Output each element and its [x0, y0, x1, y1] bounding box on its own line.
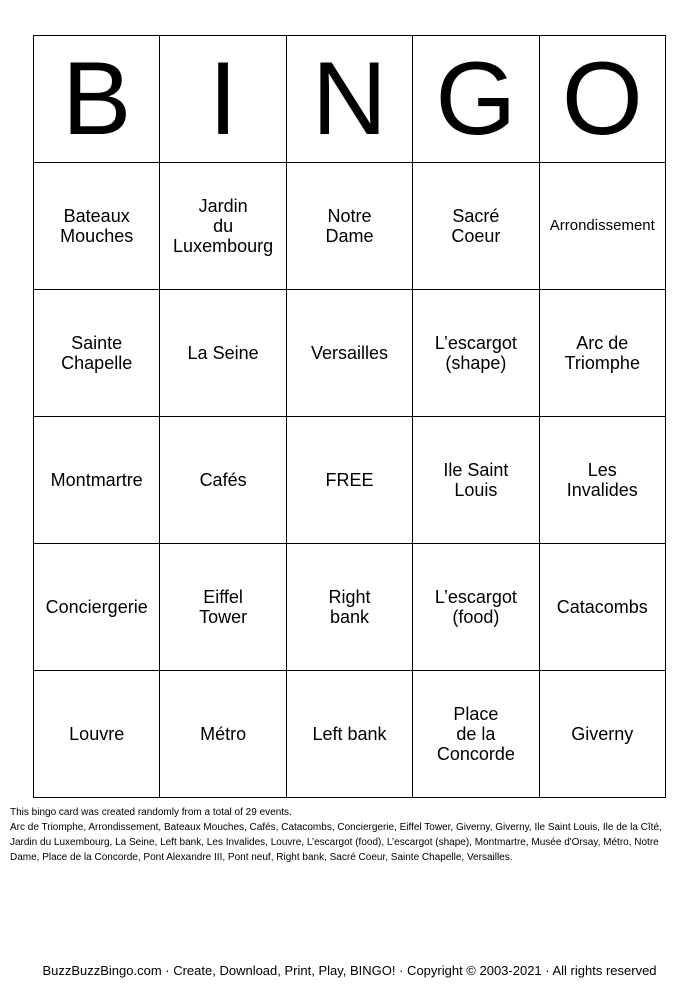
bingo-square [413, 417, 539, 544]
square-label: Conciergerie [45, 597, 148, 617]
square-label: Versailles [310, 343, 388, 363]
bingo-square [160, 671, 286, 798]
header-letter-g: G [413, 36, 539, 163]
square-label: Arc de Triomphe [564, 333, 640, 373]
square-label: Bateaux Mouches [60, 206, 134, 246]
bingo-square [160, 290, 286, 417]
bingo-square [286, 290, 412, 417]
site-footer: BuzzBuzzBingo.com · Create, Download, Print, Play, BINGO! · Copyright © 2003-2021 · All rights reserved [42, 963, 657, 978]
square-label: Arrondissement [549, 217, 655, 234]
square-label: FREE [325, 470, 374, 490]
bingo-square [539, 417, 665, 544]
header-letter-o: O [539, 36, 665, 163]
bingo-card [33, 35, 666, 798]
bingo-square [413, 163, 539, 290]
square-label: Ile Saint Louis [443, 460, 509, 500]
bingo-square [34, 163, 160, 290]
square-label: Giverny [571, 724, 634, 744]
square-label: Jardin du Luxembourg [173, 196, 274, 256]
square-label: Métro [200, 724, 247, 744]
square-label: Left bank [312, 724, 387, 744]
bingo-square [160, 417, 286, 544]
card-row [34, 290, 666, 417]
events-summary: This bingo card was created randomly from a total of 29 events. [10, 807, 292, 818]
square-label: Place de la Concorde [436, 704, 515, 764]
bingo-square [539, 671, 665, 798]
card-row [34, 417, 666, 544]
square-label: Notre Dame [325, 206, 374, 246]
square-label: Catacombs [556, 597, 648, 617]
header-letter-b: B [34, 36, 160, 163]
header-letter-i: I [160, 36, 286, 163]
bingo-square [286, 671, 412, 798]
card-row [34, 671, 666, 798]
bingo-square [34, 417, 160, 544]
square-label: Les Invalides [566, 460, 638, 500]
bingo-square [413, 290, 539, 417]
bingo-square [286, 163, 412, 290]
header-letter-n: N [286, 36, 412, 163]
square-label: L’escargot (food) [434, 587, 517, 627]
square-label: Sainte Chapelle [61, 333, 133, 373]
bingo-square [539, 544, 665, 671]
square-label: Right bank [328, 587, 371, 627]
square-label: La Seine [187, 343, 259, 363]
square-label: L’escargot (shape) [434, 333, 517, 373]
square-label: Cafés [199, 470, 247, 490]
square-label: Eiffel Tower [199, 587, 248, 627]
card-row [34, 544, 666, 671]
card-row [34, 163, 666, 290]
bingo-square [413, 671, 539, 798]
square-label: Louvre [69, 724, 125, 744]
card-notes [10, 805, 670, 865]
bingo-square [34, 290, 160, 417]
square-label: Montmartre [50, 470, 143, 490]
bingo-square [160, 163, 286, 290]
square-label: Sacré Coeur [451, 206, 501, 246]
free-square [286, 417, 412, 544]
bingo-square [539, 290, 665, 417]
bingo-square [34, 544, 160, 671]
bingo-square [160, 544, 286, 671]
bingo-square [539, 163, 665, 290]
bingo-square [286, 544, 412, 671]
events-list: Arc de Triomphe, Arrondissement, Bateaux Mouches, Cafés, Catacombs, Conciergerie, Eiffel Tower, Giverny, Giverny, Ile Saint Louis, Ile de la Cîté, Jardin du Luxembourg, La Seine, Left bank, Les Invalides, Louvre, L’escargot (food), L’escargot (shape), Montmartre, Musée d'Orsay, Métro, Notre Dame, Place de la Concorde, Pont Alexandre III, Pont neuf, Right bank, Sacré Coeur, Sainte Chapelle, Versailles. [10, 822, 662, 863]
bingo-square [34, 671, 160, 798]
bingo-square [413, 544, 539, 671]
header-row [34, 36, 666, 163]
